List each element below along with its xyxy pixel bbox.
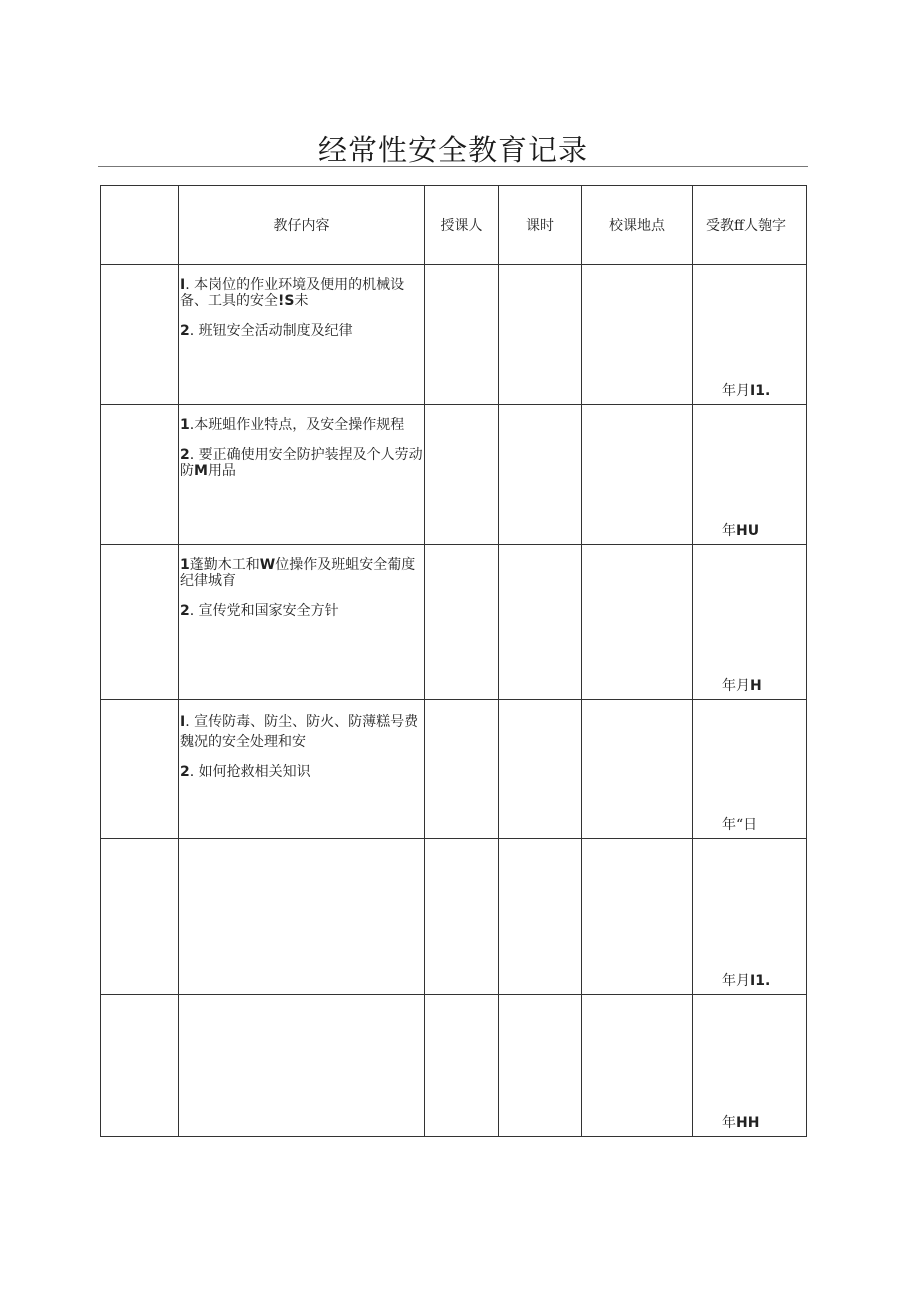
hours-cell[interactable]	[499, 405, 582, 545]
location-cell[interactable]	[582, 839, 693, 995]
signature-date-plain: 年	[722, 523, 736, 539]
signature-date-bold: I1.	[750, 383, 771, 399]
item-text: . 要正确使用安全防护装捏及个人劳动防	[180, 447, 423, 479]
item-number: 2	[180, 447, 190, 463]
signature-cell[interactable]	[693, 265, 807, 405]
signature-cell[interactable]	[693, 995, 807, 1137]
signature-cell[interactable]	[693, 405, 807, 545]
content-cell[interactable]	[179, 839, 425, 995]
item-number: I	[180, 714, 186, 730]
content-item	[180, 557, 424, 589]
item-text: .本班蛆作业特点，及安全操作规程	[189, 417, 405, 433]
item-text: . 宣传党和国家安全方针	[189, 603, 339, 619]
date-cell[interactable]	[101, 700, 179, 839]
teacher-cell[interactable]	[425, 265, 499, 405]
item-text: 蓬勤木工和	[189, 557, 260, 573]
content-item	[180, 417, 424, 433]
teacher-cell[interactable]	[425, 405, 499, 545]
item-number: 1	[180, 557, 190, 573]
date-cell[interactable]	[101, 839, 179, 995]
education-record-table	[100, 185, 807, 1137]
hours-cell[interactable]	[499, 545, 582, 700]
content-item	[180, 447, 424, 479]
item-text-tail: 用品	[207, 463, 236, 479]
document-title: 经常性安全教育记录	[317, 133, 588, 167]
content-cell[interactable]	[179, 995, 425, 1137]
date-cell[interactable]	[101, 265, 179, 405]
signature-date-bold: HH	[736, 1115, 760, 1131]
content-item	[180, 712, 424, 752]
item-number: 2	[180, 764, 190, 780]
signature-date-plain: 年月	[722, 678, 750, 694]
signature-date-text	[722, 380, 770, 400]
signature-cell[interactable]	[693, 700, 807, 839]
teacher-cell[interactable]	[425, 545, 499, 700]
item-text: . 班钮安全活动制度及纪律	[189, 323, 353, 339]
record-row	[101, 265, 807, 405]
location-column-header: 校课地点	[582, 186, 693, 265]
content-cell[interactable]	[179, 700, 425, 839]
item-text-bold: M	[194, 463, 208, 479]
record-row	[101, 839, 807, 995]
item-text: . 本岗位的作业环境及便用的机械设备、工具的安全	[180, 277, 405, 309]
teacher-cell[interactable]	[425, 995, 499, 1137]
title-underline	[98, 166, 808, 167]
record-row	[101, 545, 807, 700]
record-row	[101, 700, 807, 839]
signature-date-text	[722, 970, 770, 990]
record-row	[101, 405, 807, 545]
teacher-column-header: 授课人	[425, 186, 499, 265]
item-text-tail: 位操作及班蛆安全葡度纪律城育	[180, 557, 416, 589]
signature-date-plain: 年	[722, 1115, 736, 1131]
content-item	[180, 277, 424, 309]
teacher-cell[interactable]	[425, 839, 499, 995]
content-column-header: 教仔内容	[179, 186, 425, 265]
signature-date-text	[722, 675, 762, 695]
signature-cell[interactable]	[693, 839, 807, 995]
hours-column-header: 课时	[499, 186, 582, 265]
signature-date-bold: HU	[736, 523, 760, 539]
hours-cell[interactable]	[499, 839, 582, 995]
signature-date-plain: 年“日	[722, 817, 758, 833]
header-row	[101, 186, 807, 265]
date-cell[interactable]	[101, 545, 179, 700]
hours-cell[interactable]	[499, 995, 582, 1137]
item-text: . 宣传防毒、防尘、防火、防薄糕号费魏况的安全处理和安	[180, 714, 419, 750]
item-number: 2	[180, 323, 190, 339]
location-cell[interactable]	[582, 265, 693, 405]
signature-date-bold: I1.	[750, 973, 771, 989]
location-cell[interactable]	[582, 545, 693, 700]
hours-cell[interactable]	[499, 265, 582, 405]
signature-column-header: 受教ff人匏字	[693, 186, 807, 265]
signature-cell[interactable]	[693, 545, 807, 700]
item-number: I	[180, 277, 186, 293]
content-item	[180, 603, 424, 619]
item-number: 1	[180, 417, 190, 433]
signature-date-text	[722, 814, 757, 834]
location-cell[interactable]	[582, 700, 693, 839]
hours-cell[interactable]	[499, 700, 582, 839]
signature-date-plain: 年月	[722, 383, 750, 399]
content-cell[interactable]	[179, 265, 425, 405]
signature-date-text	[722, 520, 759, 540]
item-text-bold: W	[259, 557, 276, 573]
signature-date-plain: 年月	[722, 973, 750, 989]
signature-date-text	[722, 1112, 759, 1132]
location-cell[interactable]	[582, 405, 693, 545]
item-text-tail: 未	[294, 293, 309, 309]
date-cell[interactable]	[101, 405, 179, 545]
content-item	[180, 323, 424, 339]
teacher-cell[interactable]	[425, 700, 499, 839]
content-cell[interactable]	[179, 405, 425, 545]
record-row	[101, 995, 807, 1137]
item-text-bold: !S	[278, 293, 295, 309]
content-cell[interactable]	[179, 545, 425, 700]
content-item	[180, 764, 424, 780]
item-text: . 如何抢救相关知识	[189, 764, 311, 780]
date-column-header	[101, 186, 179, 265]
location-cell[interactable]	[582, 995, 693, 1137]
date-cell[interactable]	[101, 995, 179, 1137]
signature-date-bold: H	[750, 678, 762, 694]
item-number: 2	[180, 603, 190, 619]
